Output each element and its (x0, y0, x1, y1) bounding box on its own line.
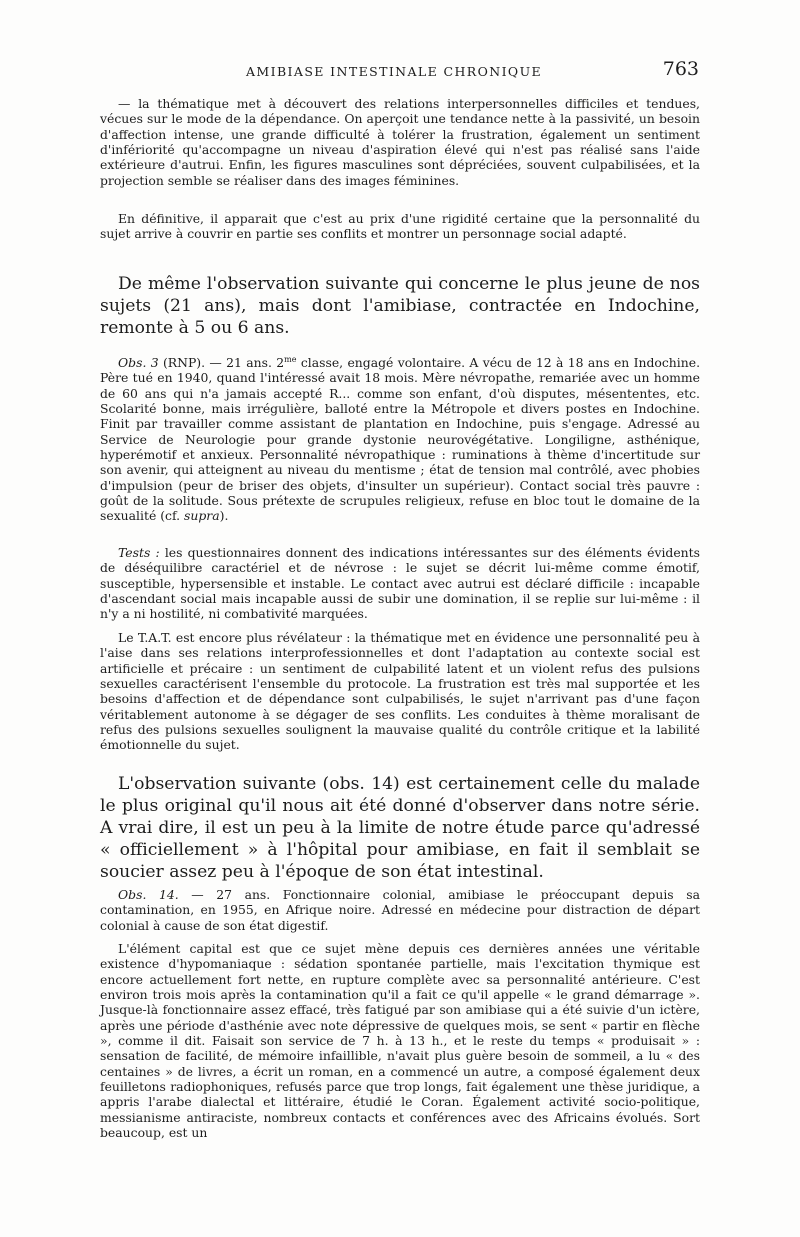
observation-end: ). (219, 508, 229, 524)
body-text: L'élément capital est que ce sujet mène depuis ces dernières années une véritable existence d'hypomaniaque : sédation spontanée partielle, mais l'excitation thymique est encore actuellement fort nette, en rupture complète avec sa personnalité antérieure. C'est environ trois mois après la contamination qu'il a fait ce qu'il appelle « le grand démarrage ». Jusque-là fonctionnaire assez effacé, très fatigué par son amibiase qui a été suivie d'un ictère, après une période d'asthénie avec note dépressive de quelques mois, se sent « partir en flèche », comme il dit. Faisait son service de 7 h. à 13 h., et le reste du temps « produisait » : sensation de facilité, de mémoire infaillible, n'avait plus guère besoin de sommeil, a lu « des centaines » de livres, a écrit un roman, en a commencé un autre, a composé également deux feuilletons radiophoniques, refusés parce que trop longs, fait également une thèse juridique, a appris l'arabe dialectal et littéraire, étudié le Coran. Également activité socio-politique, messianisme antiraciste, nombreux contacts et conférences avec des Africains évolués. Sort beaucoup, est un (100, 941, 700, 1141)
observation-14 (100, 887, 700, 933)
observation-body: — 27 ans. Fonctionnaire colonial, amibiase le préoccupant depuis sa contamination, en 1955, en Afrique noire. Adressé en médecine pour distraction de départ colonial à cause de son état digestif. (100, 887, 700, 933)
commentary-paragraph-2 (100, 773, 700, 883)
page-number: 763 (662, 58, 699, 80)
tests-paragraph (100, 545, 700, 622)
observation-label: Obs. 3 (118, 355, 159, 370)
body-text: En définitive, il apparait que c'est au prix d'une rigidité certaine que la personnalité du sujet arrive à couvrir en partie ses conflits et montrer un personnage social adapté. (100, 211, 700, 242)
commentary-paragraph-1 (100, 273, 700, 339)
ordinal-superscript: me (284, 355, 297, 364)
paragraph-tat-summary (100, 96, 700, 188)
observation-3 (100, 352, 700, 524)
observation-lead: (RNP). — 21 ans. 2 (158, 355, 285, 370)
hypomania-paragraph (100, 941, 700, 1140)
cross-reference: supra (184, 508, 220, 524)
observation-text (100, 352, 700, 524)
tat-paragraph (100, 630, 700, 753)
observation-text (100, 887, 700, 933)
body-text: — la thématique met à découvert des relations interpersonnelles difficiles et tendues, vécues sur le mode de la dépendance. On aperçoit une tendance nette à la passivité, un besoin d'affection intense, une grande difficulté à tolérer la frustration, également un sentiment d'infériorité qu'accompagne un niveau d'aspiration élevé qui n'est pas réalisé sans l'aide extérieure d'autrui. Enfin, les figures masculines sont dépréciées, souvent culpabilisées, et la projection semble se réaliser dans des images féminines. (100, 96, 700, 188)
commentary-text: De même l'observation suivante qui concerne le plus jeune de nos sujets (21 ans), mais dont l'amibiase, contractée en Indochine, remonte à 5 ou 6 ans. (100, 274, 700, 338)
tests-body: les questionnaires donnent des indications intéressantes sur des éléments évidents de déséquilibre caractériel et de névrose : le sujet se décrit lui-même comme émotif, susceptible, hypersensible et instable. Le contact avec autrui est déclaré difficile : incapable d'ascendant social mais incapable aussi de subir une domination, il se replie sur lui-même : il n'y a ni hostilité, ni combativité marquées. (100, 545, 701, 622)
running-head-title: AMIBIASE INTESTINALE CHRONIQUE (246, 64, 543, 79)
observation-label: Obs. 14. (118, 887, 179, 902)
tests-text (100, 545, 700, 622)
paragraph-conclusion (100, 211, 700, 242)
tests-label: Tests : (118, 545, 160, 560)
tat-text: Le T.A.T. est encore plus révélateur : la thématique met en évidence une personnalité peu à l'aise dans ses relations interprofessionnelles et dont l'adaptation au contexte social est artificielle et précaire : un sentiment de culpabilité latent et un violent refus des pulsions sexuelles caractérisent l'ensemble du protocole. La frustration est très mal supportée et les besoins d'affection et de dépendance sont culpabilisés, le sujet n'arrivant pas d'une façon véritablement autonome à se dégager de ses conflits. Les conduites à thème moralisant de refus des pulsions sexuelles soulignent la mauvaise qualité du contrôle critique et la labilité émotionnelle du sujet. (100, 630, 700, 753)
commentary-text: L'observation suivante (obs. 14) est certainement celle du malade le plus original qu'il nous ait été donné d'observer dans notre série. A vrai dire, il est un peu à la limite de notre étude parce qu'adressé « officiellement » à l'hôpital pour amibiase, en fait il semblait se soucier assez peu à l'époque de son état intestinal. (100, 774, 700, 882)
running-head (0, 58, 800, 84)
observation-body: classe, engagé volontaire. A vécu de 12 à 18 ans en Indochine. Père tué en 1940, quand l'intéressé avait 18 mois. Mère névropathe, remariée avec un homme de 60 ans qui n'a jamais accepté R... comme son enfant, d'où disputes, mésententes, etc. Scolarité bonne, mais irrégulière, balloté entre la Métropole et divers postes en Indochine. Finit par travailler comme assistant de plantation en Indochine, puis s'engage. Adressé au Service de Neurologie pour grande dystonie neurovégétative. Longiligne, asthénique, hyperémotif et anxieux. Personnalité névropathique : ruminations à thème d'incertitude sur son avenir, qui atteignent au niveau du mentisme ; état de tension mal contrôlé, avec phobies d'impulsion (peur de briser des objets, d'insulter un supérieur). Contact social très pauvre : goût de la solitude. Sous prétexte de scrupules religieux, refuse en bloc tout le domaine de la sexualité (cf. (100, 355, 701, 524)
